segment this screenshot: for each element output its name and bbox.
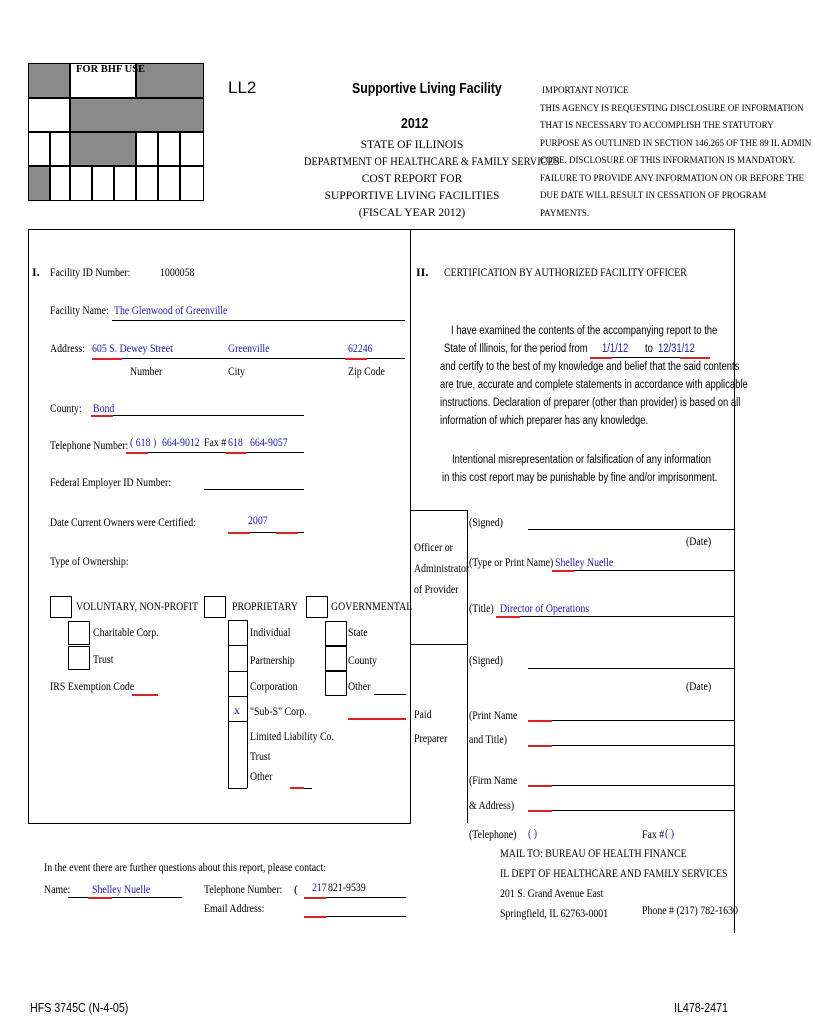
partnership-label[interactable]: Partnership [250, 653, 295, 667]
grid-cell [136, 166, 158, 201]
contact-email-label: Email Address: [204, 901, 265, 915]
officer-name-value[interactable]: Shelley Nuelle [555, 555, 614, 569]
trust-checkbox[interactable] [68, 646, 90, 670]
form-number-right: IL478-2471 [674, 1000, 728, 1015]
form-number-left: HFS 3745C (N-4-05) [30, 1000, 129, 1015]
zip-red-mark [345, 358, 367, 360]
firm-label [469, 768, 528, 818]
firm-line-2[interactable] [528, 810, 734, 811]
section-2-number: II. [416, 265, 429, 279]
county-value[interactable]: Bond [93, 401, 115, 415]
grid-cell [70, 166, 92, 201]
charitable-label: Charitable Corp. [93, 625, 159, 639]
phone-red-mark [126, 452, 148, 454]
grid-cell [180, 166, 204, 201]
telephone-paid-label: (Telephone) [469, 827, 517, 841]
title-label: (Title) [469, 601, 494, 615]
preparer-signature-line[interactable] [528, 668, 734, 669]
charitable-checkbox[interactable] [68, 621, 90, 645]
notice-line: PAYMENTS. [540, 207, 590, 218]
prop-other-label[interactable]: Other [250, 769, 273, 783]
grid-cell [50, 166, 70, 201]
paid-label-line: Preparer [414, 731, 448, 745]
prop-trust-label[interactable]: Trust [250, 749, 271, 763]
gov-extra-red [348, 718, 406, 720]
number-caption: Number [130, 364, 163, 378]
gov-other-checkbox[interactable] [325, 671, 347, 696]
paid-label-line: Paid [414, 707, 432, 721]
grid-cell [92, 166, 114, 201]
contact-tel-value[interactable]: 821-9539 [328, 880, 366, 894]
county-label: County: [50, 401, 82, 415]
contact-name-red [88, 897, 112, 899]
mail-line: MAIL TO: BUREAU OF HEALTH FINANCE [500, 846, 687, 860]
opt-sep [228, 788, 247, 789]
gov-other-field[interactable] [374, 694, 406, 695]
header-line: COST REPORT FOR [361, 173, 463, 185]
contact-name-underline [68, 897, 182, 898]
officer-label-line: Officer or [414, 540, 453, 554]
contact-email-red [304, 916, 326, 918]
warning-text [442, 451, 778, 487]
print-name-line-1[interactable] [528, 720, 734, 721]
date-certified-value[interactable]: 2007 [248, 513, 268, 527]
county-underline [91, 415, 304, 416]
officer-title-value[interactable]: Director of Operations [500, 601, 590, 615]
voluntary-label: VOLUNTARY, NON-PROFIT [76, 599, 199, 613]
fax-number[interactable]: 664-9057 [250, 435, 288, 449]
city-caption: City [228, 364, 245, 378]
gov-other-label: Other [348, 679, 371, 693]
cert-line: instructions. Declaration of preparer (other than provider) is based on all [440, 397, 741, 409]
notice-line: THIS AGENCY IS REQUESTING DISCLOSURE OF INFORMATION [540, 102, 804, 113]
contact-name-value[interactable]: Shelley Nuelle [92, 882, 151, 896]
opt-sep [228, 645, 247, 646]
facility-id-value[interactable]: 1000058 [160, 265, 195, 279]
type-name-label: (Type or Print Name) [469, 555, 554, 569]
contact-intro: In the event there are further questions about this report, please contact: [44, 860, 326, 874]
contact-tel-label: Telephone Number: [204, 882, 283, 896]
contact-tel-red [304, 897, 326, 899]
zip-value[interactable]: 62246 [348, 341, 373, 355]
paid-preparer-label [414, 702, 455, 750]
individual-label[interactable]: Individual [250, 625, 291, 639]
section-divider [410, 229, 411, 824]
notice-heading: IMPORTANT NOTICE [542, 85, 629, 95]
contact-tel-area[interactable]: 217 [312, 880, 327, 894]
period-to-label: to [645, 343, 653, 355]
governmental-checkbox[interactable] [306, 596, 328, 618]
officer-signature-line[interactable] [528, 529, 734, 530]
grid-cell [50, 132, 70, 166]
important-notice [540, 82, 812, 222]
print-red-1 [528, 720, 552, 722]
frame-top-line [28, 229, 734, 230]
paid-fax-field[interactable]: ( ) [665, 826, 675, 840]
subs-corp-label[interactable]: "Sub-S" Corp. [250, 704, 307, 718]
date-red-mark-2 [276, 532, 298, 534]
notice-line: DUE DATE WILL RESULT IN CESSATION OF PROGRAM [540, 190, 767, 200]
section-1-number: I. [32, 265, 40, 279]
header-line: (FISCAL YEAR 2012) [358, 207, 466, 219]
firm-line: (Firm Name [469, 773, 518, 787]
grid-cell [28, 166, 50, 201]
print-name-label [469, 703, 528, 751]
firm-red-2 [528, 810, 552, 812]
grid-cell [180, 132, 204, 166]
grid-cell [158, 166, 180, 201]
mail-line: IL DEPT OF HEALTHCARE AND FAMILY SERVICES [500, 866, 728, 880]
warn-line: in this cost report may be punishable by fine and/or imprisonment. [442, 472, 718, 484]
trust-label: Trust [93, 652, 114, 666]
officer-date-label: (Date) [686, 534, 712, 548]
proprietary-checkbox[interactable] [204, 596, 226, 618]
grid-cell [28, 98, 70, 132]
date-certified-label: Date Current Owners were Certified: [50, 515, 196, 529]
proprietary-label: PROPRIETARY [232, 599, 298, 613]
city-value[interactable]: Greenville [228, 341, 270, 355]
officer-label-line: of Provider [414, 582, 459, 596]
llc-label[interactable]: Limited Liability Co. [250, 729, 334, 743]
grid-cell [28, 132, 50, 166]
grid-cell [136, 63, 204, 98]
cert-line: and certify to the best of my knowledge and belief that the said contents [440, 361, 740, 373]
county-red-mark [91, 415, 113, 417]
signed-label-2: (Signed) [469, 653, 503, 667]
notice-line: CODE. DISCLOSURE OF THIS INFORMATION IS MANDATORY. [540, 155, 796, 165]
grid-cell [70, 98, 204, 132]
opt-sep [228, 620, 247, 621]
officer-box-top [410, 510, 467, 511]
facility-name-underline [112, 320, 405, 321]
paid-fax-label: Fax # [642, 827, 665, 841]
telephone-underline [126, 452, 304, 453]
governmental-label: GOVERNMENTAL [331, 599, 413, 613]
firm-line: & Address) [469, 798, 515, 812]
mail-line: 201 S. Grand Avenue East [500, 886, 604, 900]
period-red-1 [590, 357, 612, 359]
fax-red-mark [226, 452, 246, 454]
contact-tel-paren: ( [294, 882, 298, 896]
voluntary-checkbox[interactable] [50, 596, 72, 618]
subs-checkmark[interactable]: x [234, 703, 240, 717]
bhf-phone: Phone # (217) 782-1630 [642, 903, 738, 917]
fein-underline[interactable] [204, 489, 304, 490]
section-2-title: CERTIFICATION BY AUTHORIZED FACILITY OFFICER [444, 265, 687, 279]
street-value[interactable]: 605 S. Dewey Street [92, 341, 173, 355]
county-gov-label: County [348, 653, 377, 667]
officer-label-line: Administrator [414, 561, 470, 575]
officer-name-underline [552, 570, 734, 571]
period-red-2 [680, 357, 710, 359]
frame-bottom-line [28, 823, 410, 824]
telephone-label: Telephone Number: [50, 438, 129, 452]
preparer-box-top [410, 644, 467, 645]
cert-line: information of which preparer has any knowledge. [440, 415, 649, 427]
notice-line: THAT IS NECESSARY TO ACCOMPLISH THE STATUTORY [540, 120, 774, 130]
frame-left-line [28, 229, 29, 824]
firm-red-1 [528, 785, 552, 787]
fax-area[interactable]: 618 [228, 435, 243, 449]
notice-line: PURPOSE AS OUTLINED IN SECTION 146.265 OF THE 89 IL ADMIN [540, 137, 812, 148]
opt-sep [228, 721, 247, 722]
print-name-line-2[interactable] [528, 745, 734, 746]
form-year: 2012 [401, 115, 429, 132]
fein-label: Federal Employer ID Number: [50, 475, 172, 489]
period-from[interactable]: 1/1/12 [602, 343, 629, 355]
address-label: Address: [50, 341, 85, 355]
bhf-use-label: FOR BHF USE [76, 64, 146, 75]
cert-line: are true, accurate and complete statements in accordance with applicable [440, 379, 748, 391]
county-gov-checkbox[interactable] [325, 646, 347, 671]
ownership-label: Type of Ownership: [50, 554, 129, 568]
irs-code-label: IRS Exemption Code [50, 679, 135, 693]
zip-caption: Zip Code [348, 364, 385, 378]
signed-label: (Signed) [469, 515, 503, 529]
preparer-date-label: (Date) [686, 679, 712, 693]
grid-cell [136, 132, 158, 166]
officer-title-underline [496, 616, 734, 617]
print-red-2 [528, 745, 552, 747]
opt-sep [228, 671, 247, 672]
contact-name-label: Name: [44, 882, 71, 896]
fax-label: Fax # [204, 435, 227, 449]
certification-text [440, 322, 815, 430]
header-line: SUPPORTIVE LIVING FACILITIES [324, 190, 500, 202]
facility-name-label: Facility Name: [50, 303, 109, 317]
header-line: DEPARTMENT OF HEALTHCARE & FAMILY SERVICES [304, 156, 560, 168]
period-to[interactable]: 12/31/12 [658, 343, 695, 355]
officer-title-red [496, 616, 520, 618]
grid-cell [114, 166, 136, 201]
grid-cell [158, 132, 180, 166]
grid-cell [70, 132, 136, 166]
address-red-mark [92, 358, 122, 360]
phone-area[interactable]: ( 618 ) [130, 435, 157, 449]
cert-line: I have examined the contents of the accompanying report to the [451, 325, 718, 337]
warn-line: Intentional misrepresentation or falsification of any information [452, 454, 711, 466]
facility-id-label: Facility ID Number: [50, 265, 131, 279]
state-checkbox[interactable] [325, 621, 347, 646]
corporation-label[interactable]: Corporation [250, 679, 298, 693]
facility-name-value[interactable]: The Glenwood of Greenville [114, 303, 228, 317]
phone-number[interactable]: 664-9012 [162, 435, 200, 449]
paid-telephone-field[interactable]: ( ) [528, 826, 538, 840]
mail-line: Springfield, IL 62763-0001 [500, 906, 609, 920]
header-lines [292, 137, 560, 222]
cert-line-period: State of Illinois, for the period from 1/1/12 to 12/31/12 [440, 340, 815, 358]
state-label: State [348, 625, 368, 639]
form-code: LL2 [228, 78, 257, 97]
date-red-mark [228, 532, 250, 534]
print-name-line: and Title) [469, 732, 508, 746]
prop-other-red [290, 787, 304, 789]
opt-sep [228, 696, 247, 697]
print-name-line: (Print Name [469, 708, 518, 722]
proprietary-options-right-border [247, 620, 248, 788]
officer-name-red [552, 570, 574, 572]
notice-line: FAILURE TO PROVIDE ANY INFORMATION ON OR BEFORE THE [540, 172, 805, 183]
header-line: STATE OF ILLINOIS [360, 139, 464, 151]
form-title: Supportive Living Facility [352, 80, 502, 97]
grid-cell [28, 63, 70, 98]
firm-line-1[interactable] [528, 785, 734, 786]
irs-code-field[interactable] [132, 694, 158, 696]
